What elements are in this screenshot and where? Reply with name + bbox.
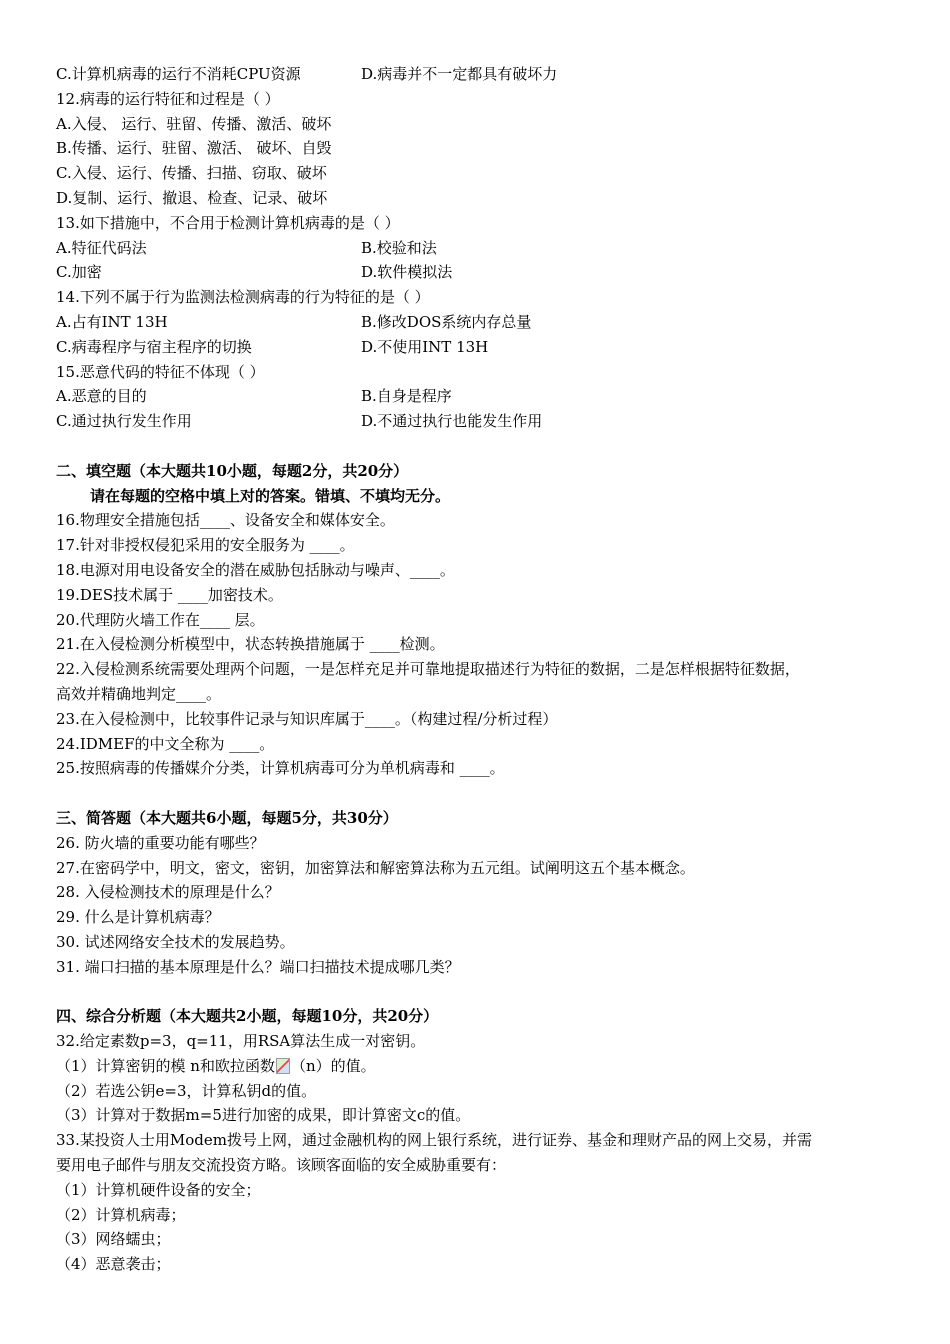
q14-stem: 14.下列不属于行为监测法检测病毒的行为特征的是（ ）	[56, 288, 430, 307]
q12-option-a: A.入侵、 运行、驻留、传播、激活、破坏	[56, 114, 332, 133]
q25: 25.按照病毒的传播媒介分类，计算机病毒可分为单机病毒和 ____。	[56, 759, 505, 778]
q33-item-1: （1）计算机硬件设备的安全；	[56, 1180, 261, 1199]
section-gap	[56, 979, 896, 1004]
q14-option-c: C.病毒程序与宿主程序的切换	[56, 337, 252, 356]
q32-stem: 32.给定素数p=3，q=11，用RSA算法生成一对密钥。	[56, 1032, 426, 1051]
q14-option-b: B.修改DOS系统内存总量	[361, 312, 532, 331]
q11-option-d: D.病毒并不一定都具有破坏力	[361, 65, 558, 83]
exam-page	[56, 62, 896, 1277]
q13-option-c: C.加密	[56, 263, 102, 282]
q14-option-a: A.占有INT 13H	[56, 312, 168, 331]
q13-options-cd	[56, 260, 896, 285]
section4-title: 四、综合分析题（本大题共2小题，每题10分，共20分）	[56, 1007, 439, 1026]
q18: 18.电源对用电设备安全的潜在威胁包括脉动与噪声、____。	[56, 560, 455, 579]
q26: 26. 防火墙的重要功能有哪些？	[56, 833, 265, 852]
q33-item-4: （4）恶意袭击；	[56, 1255, 171, 1274]
q16: 16.物理安全措施包括____、设备安全和媒体安全。	[56, 511, 395, 530]
q33-item-2: （2）计算机病毒；	[56, 1205, 186, 1224]
q15-option-a: A.恶意的目的	[56, 387, 147, 406]
q15-option-d: D.不通过执行也能发生作用	[361, 412, 543, 431]
q32-part1-text-b: （n）的值。	[290, 1056, 376, 1075]
q13-option-a: A.特征代码法	[56, 238, 147, 257]
q22-line1: 22.入侵检测系统需要处理两个问题，一是怎样充足并可靠地提取描述行为特征的数据，二是怎样根据特征数据，	[56, 660, 800, 679]
q12-option-d: D.复制、运行、撤退、检查、记录、破坏	[56, 188, 328, 207]
q15-option-b: B.自身是程序	[361, 387, 452, 406]
q29: 29. 什么是计算机病毒？	[56, 908, 220, 927]
q13-options-ab	[56, 236, 896, 261]
section-gap	[56, 781, 896, 806]
q14-option-d: D.不使用INT 13H	[361, 337, 489, 356]
section2-title: 二、填空题（本大题共10小题，每题2分，共20分）	[56, 461, 409, 480]
q30: 30. 试述网络安全技术的发展趋势。	[56, 932, 295, 951]
q12-option-c: C.入侵、运行、传播、扫描、窃取、破坏	[56, 164, 327, 183]
q33-line2: 要用电子邮件与朋友交流投资方略。该顾客面临的安全威胁重要有：	[56, 1156, 507, 1175]
q31: 31. 端口扫描的基本原理是什么？端口扫描技术提成哪几类？	[56, 957, 460, 976]
q33-line1: 33.某投资人士用Modem拨号上网，通过金融机构的网上银行系统，进行证券、基金和理财产品的网上交易，并需	[56, 1131, 812, 1150]
q28: 28. 入侵检测技术的原理是什么？	[56, 883, 280, 902]
q13-option-b: B.校验和法	[361, 238, 437, 257]
q15-options-ab	[56, 384, 896, 409]
q32-part3: （3）计算对于数据m=5进行加密的成果，即计算密文c的值。	[56, 1106, 471, 1125]
q11-option-c: C.计算机病毒的运行不消耗CPU资源	[56, 65, 301, 83]
q19: 19.DES技术属于 ____加密技术。	[56, 585, 283, 604]
q24: 24.IDMEF的中文全称为 ____。	[56, 734, 275, 753]
q22-line2: 高效并精确地判定____。	[56, 684, 222, 703]
q20: 20.代理防火墙工作在____ 层。	[56, 610, 265, 629]
q33-item-3: （3）网络蠕虫；	[56, 1230, 171, 1249]
q17: 17.针对非授权侵犯采用的安全服务为 ____。	[56, 536, 355, 555]
q12-option-b: B.传播、运行、驻留、激活、 破坏、自毁	[56, 139, 332, 158]
section2-instruction: 请在每题的空格中填上对的答案。错填、不填均无分。	[90, 486, 451, 505]
q13-stem: 13.如下措施中，不合用于检测计算机病毒的是（ ）	[56, 213, 400, 232]
q32-part2: （2）若选公钥e=3，计算私钥d的值。	[56, 1081, 317, 1100]
section3-title: 三、简答题（本大题共6小题，每题5分，共30分）	[56, 808, 398, 827]
q14-options-ab	[56, 310, 896, 335]
broken-image-icon	[276, 1058, 290, 1074]
q32-part1	[56, 1054, 896, 1079]
q15-option-c: C.通过执行发生作用	[56, 412, 192, 431]
q11-options-cd	[56, 62, 896, 87]
q13-option-d: D.软件模拟法	[361, 263, 453, 282]
q15-options-cd	[56, 409, 896, 434]
q27: 27.在密码学中，明文，密文，密钥，加密算法和解密算法称为五元组。试阐明这五个基本概念。	[56, 858, 695, 877]
q32-part1-text-a: （1）计算密钥的模 n和欧拉函数	[56, 1056, 275, 1075]
q15-stem: 15.恶意代码的特征不体现（ ）	[56, 362, 265, 381]
section-gap	[56, 434, 896, 459]
q12-stem: 12.病毒的运行特征和过程是（ ）	[56, 89, 280, 108]
q23: 23.在入侵检测中，比较事件记录与知识库属于____。（构建过程/分析过程）	[56, 709, 558, 728]
q14-options-cd	[56, 335, 896, 360]
q21: 21.在入侵检测分析模型中，状态转换措施属于 ____检测。	[56, 635, 445, 654]
